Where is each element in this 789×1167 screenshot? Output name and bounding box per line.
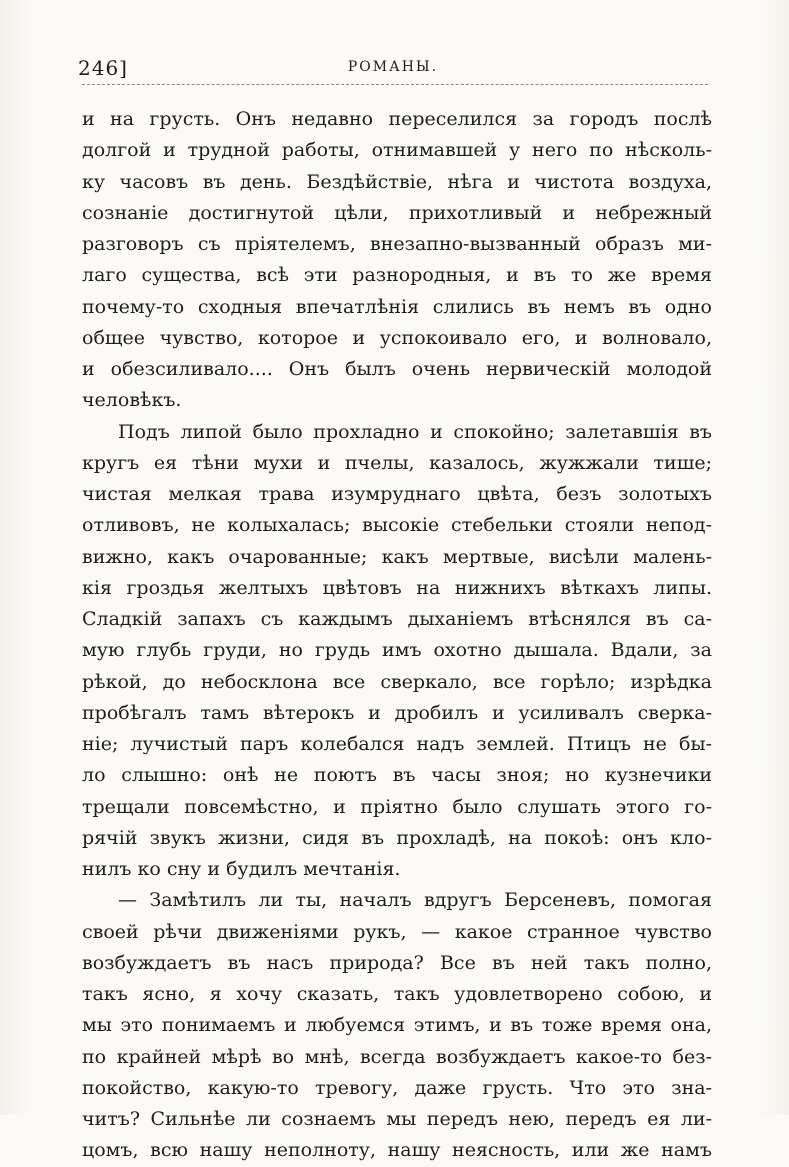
text-line: ніе; лучистый паръ колебался надъ землей. Птицъ не бы-	[82, 733, 712, 755]
text-line: вижно, какъ очарованные; какъ мертвые, висѣли малень-	[82, 545, 712, 568]
text-line: и на грусть. Онъ недавно переселился за городъ послѣ	[82, 108, 712, 130]
text-line: ло слышно: онѣ не поютъ въ часы зноя; но кузнечики	[82, 764, 712, 787]
header-rule	[82, 84, 708, 85]
text-line: рѣкой, до небосклона все сверкало, все горѣло; изрѣдка	[82, 670, 712, 693]
text-line: общее чувство, которое и успокоивало его, и волновало,	[82, 326, 712, 349]
text-line: и обезсиливало.... Онъ былъ очень нервическій молодой	[82, 358, 712, 380]
text-line: разговоръ съ пріятелемъ, внезапно-вызванный образъ ми-	[82, 233, 712, 255]
text-line: по крайней мѣрѣ во мнѣ, всегда возбуждаетъ какое-то без-	[82, 1045, 712, 1068]
text-line: сознаніе достигнутой цѣли, прихотливый и небрежный	[82, 201, 712, 224]
text-line: цомъ, всю нашу неполноту, нашу неясность, или же намъ	[82, 1139, 712, 1162]
text-line: долгой и трудной работы, отнимавшей у него по нѣсколь-	[82, 139, 712, 162]
text-line: мую глубь груди, но грудь имъ охотно дышала. Вдали, за	[82, 639, 712, 662]
text-line: своей рѣчи движеніями рукъ, — какое странное чувство	[82, 920, 712, 943]
text-line: читъ? Сильнѣе ли сознаемъ мы передъ нею, передъ ея ли-	[82, 1108, 712, 1130]
text-line: почему-то сходныя впечатлѣнія слились въ немъ въ одно	[82, 295, 712, 318]
text-line: чистая мелкая трава изумруднаго цвѣта, безъ золотыхъ	[82, 483, 712, 505]
text-line: пробѣгалъ тамъ вѣтерокъ и дробилъ и усиливалъ сверка-	[82, 701, 712, 724]
text-line: рячій звукъ жизни, сидя въ прохладѣ, на покоѣ: онъ кло-	[82, 826, 712, 849]
text-line: возбуждаетъ въ насъ природа? Все въ ней такъ полно,	[82, 951, 712, 974]
text-line: — Замѣтилъ ли ты, началъ вдругъ Берсеневъ, помогая	[118, 889, 712, 912]
text-line: Сладкій запахъ съ каждымъ дыханіемъ втѣснялся въ са-	[82, 608, 712, 630]
page-number: 246]	[78, 56, 128, 80]
text-line: Подъ липой было прохладно и спокойно; залетавшія въ	[118, 420, 712, 443]
text-line: лаго существа, всѣ эти разнородныя, и въ то же время	[82, 264, 712, 287]
text-line: кругъ ея тѣни мухи и пчелы, казалось, жужжали тише;	[82, 451, 712, 474]
text-line: такъ ясно, я хочу сказать, такъ удовлетворено собою, и	[82, 983, 712, 1005]
text-line: отливовъ, не колыхалась; высокіе стебельки стояли непод-	[82, 514, 712, 537]
text-line: ку часовъ въ день. Бездѣйствіе, нѣга и чистота воздуха,	[82, 170, 712, 193]
body-text	[82, 104, 712, 1167]
text-line: трещали повсемѣстно, и пріятно было слушать этого го-	[82, 795, 712, 818]
text-line: мы это понимаемъ и любуемся этимъ, и въ тоже время она,	[82, 1014, 712, 1037]
text-line: человѣкъ.	[82, 389, 182, 412]
text-line: покойство, какую-то тревогу, даже грусть. Что это зна-	[82, 1076, 712, 1099]
text-line: нилъ ко сну и будилъ мечтанія.	[82, 858, 401, 880]
running-head: РОМАНЫ.	[347, 59, 439, 75]
text-line: кія гроздья желтыхъ цвѣтовъ на нижнихъ вѣткахъ липы.	[82, 576, 712, 599]
page-header	[78, 50, 708, 86]
